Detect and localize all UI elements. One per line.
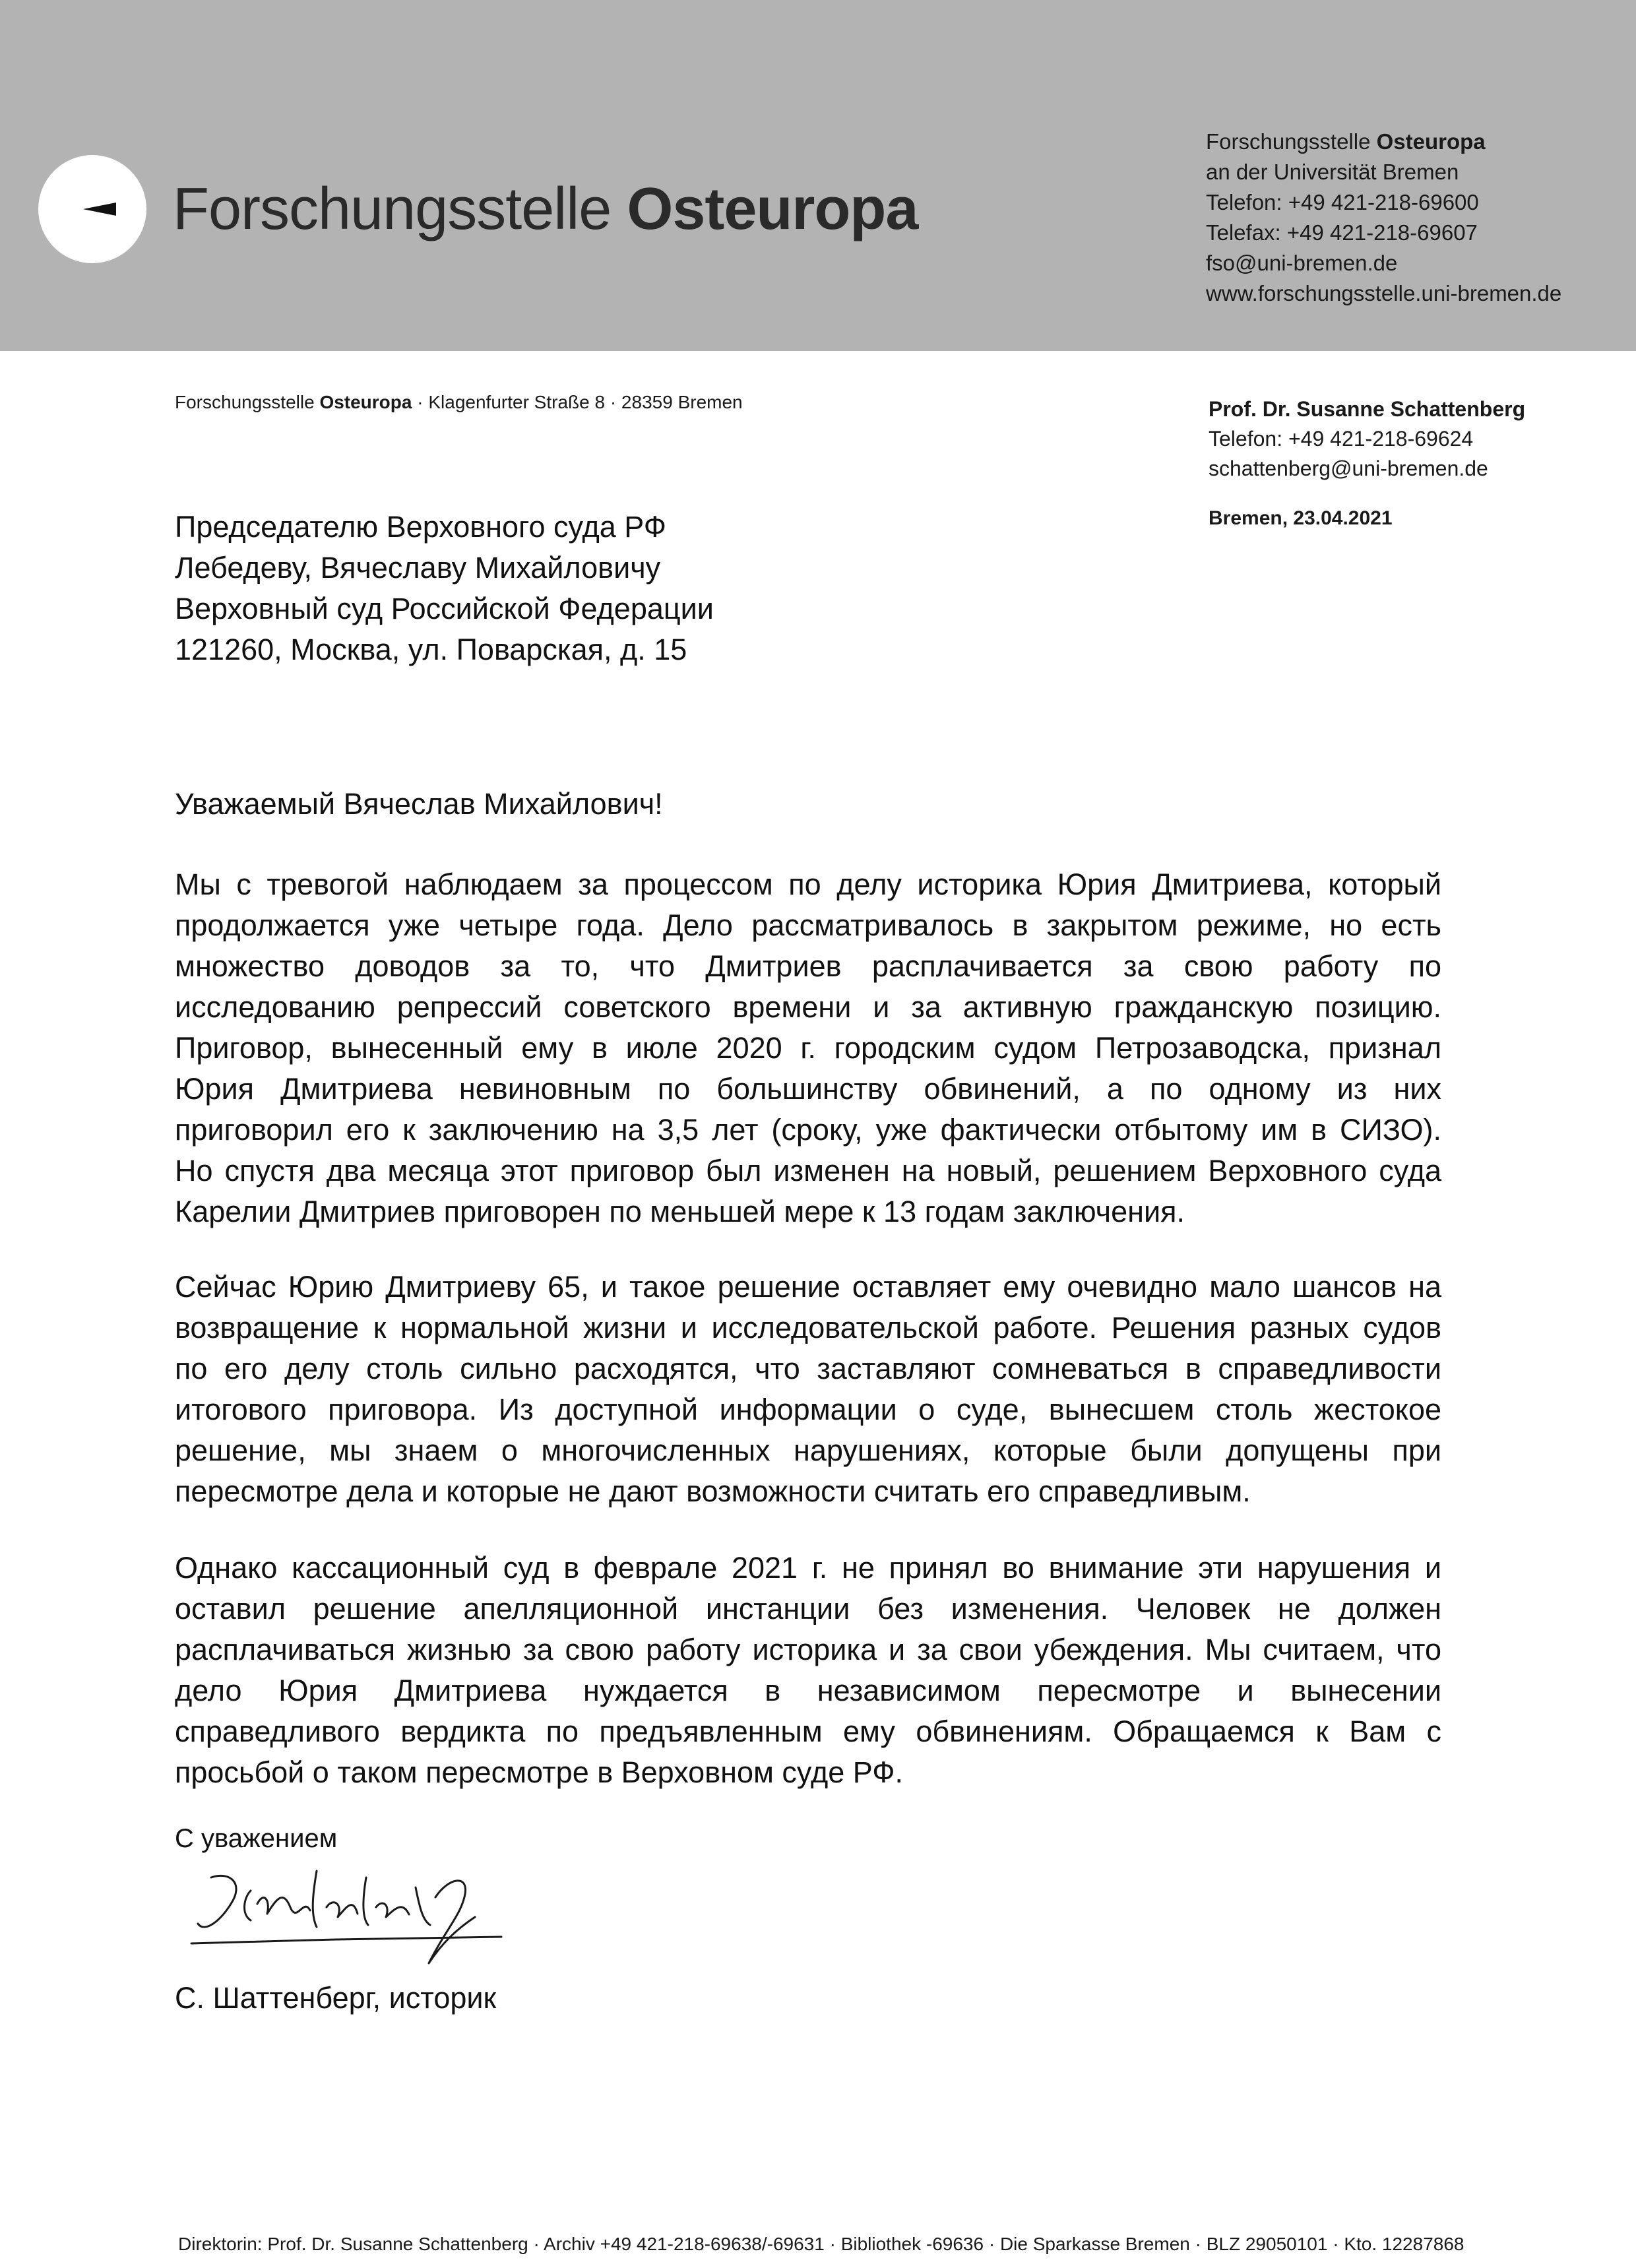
text-line: исследованию репрессий советского времени и за активную гражданскую позицию. (175, 990, 1441, 1024)
text-line: приговорил его к заключению на 3,5 лет (сроку, уже фактически отбытому им в СИЗО). (175, 1113, 1441, 1147)
text-line: дело Юрия Дмитриева нуждается в независимом пересмотре и вынесении (175, 1674, 1441, 1707)
text-line: Но спустя два месяца этот приговор был изменен на новый, решением Верховного суда (175, 1154, 1441, 1187)
contact-email: fso@uni-bremen.de (1206, 251, 1398, 275)
text-line: продолжается уже четыре года. Дело рассматривалось в закрытом режиме, но есть (175, 908, 1441, 942)
contact-phone: Telefon: +49 421-218-69600 (1206, 190, 1479, 214)
logo-light: Forschungsstelle (173, 176, 612, 242)
text-line: оставил решение апелляционной инстанции без изменения. Человек не должен (175, 1592, 1441, 1625)
contact-fax: Telefax: +49 421-218-69607 (1206, 220, 1478, 245)
text-line: справедливого вердикта по предъявленным ему обвинениям. Обращаемся к Вам с (175, 1715, 1441, 1748)
body-paragraph-2 (175, 1267, 1441, 1512)
signer-name: С. Шаттенберг, историк (175, 1981, 497, 2015)
text-line: итогового приговора. Из доступной информации о суде, вынесшем столь жестокое (175, 1393, 1441, 1426)
contact-website: www.forschungsstelle.uni-bremen.de (1206, 281, 1562, 305)
logo-bold: Osteuropa (627, 176, 918, 242)
contact-bold: Osteuropa (1376, 129, 1486, 154)
sender-address (175, 391, 743, 414)
text-line: просьбой о таком пересмотре в Верховном суде РФ. (175, 1755, 903, 1789)
institute-contact (1206, 127, 1561, 309)
recipient-line: Председателю Верховного суда РФ (175, 510, 666, 544)
text-line: возвращение к нормальной жизни и исследовательской работе. Решения разных судов (175, 1311, 1441, 1344)
text-line: Однако кассационный суд в феврале 2021 г. не принял во внимание эти нарушения и (175, 1551, 1441, 1585)
contact-text: Forschungsstelle (1206, 129, 1377, 154)
logo-circle-icon (38, 155, 146, 263)
author-phone: Telefon: +49 421-218-69624 (1209, 427, 1474, 451)
text-line: Карелии Дмитриев приговорен по меньшей мере к 13 годам заключения. (175, 1195, 1185, 1228)
text-line: Мы с тревогой наблюдаем за процессом по делу историка Юрия Дмитриева, который (175, 867, 1441, 901)
text-line: пересмотре дела и которые не дают возможности считать его справедливым. (175, 1474, 1251, 1508)
sender-suffix: · Klagenfurter Straße 8 · 28359 Bremen (412, 392, 743, 412)
author-email: schattenberg@uni-bremen.de (1209, 457, 1488, 480)
text-line: Юрия Дмитриева невиновным по большинству обвинений, а по одному из них (175, 1072, 1441, 1106)
contact-line (1206, 218, 1561, 248)
sender-prefix: Forschungsstelle (175, 392, 320, 412)
contact-text: an der Universität Bremen (1206, 160, 1459, 184)
recipient-line: Верховный суд Российской Федерации (175, 592, 714, 625)
text-line: множество доводов за то, что Дмитриев расплачивается за свою работу по (175, 949, 1441, 983)
contact-line (1206, 127, 1561, 157)
body-paragraph-3 (175, 1548, 1441, 1793)
letter-date: Bremen, 23.04.2021 (1209, 507, 1393, 529)
contact-line (1206, 157, 1561, 187)
letterhead-band (0, 0, 1636, 351)
recipient-line: 121260, Москва, ул. Поварская, д. 15 (175, 633, 687, 666)
text-line: Сейчас Юрию Дмитриеву 65, и такое решение оставляет ему очевидно мало шансов на (175, 1270, 1441, 1304)
recipient-line: Лебедеву, Вячеславу Михайловичу (175, 551, 661, 584)
logo-wordmark (173, 173, 918, 245)
contact-line (1206, 278, 1561, 309)
author-name: Prof. Dr. Susanne Schattenberg (1209, 397, 1526, 421)
text-line: по его делу столь сильно расходятся, что заставляют сомневаться в справедливости (175, 1352, 1441, 1385)
salutation: Уважаемый Вячеслав Михайлович! (175, 787, 663, 821)
body-paragraph-1 (175, 864, 1441, 1232)
contact-line (1206, 248, 1561, 278)
sender-bold: Osteuropa (319, 392, 412, 412)
closing-phrase: С уважением (175, 1824, 338, 1853)
text-line: Приговор, вынесенный ему в июле 2020 г. городским судом Петрозаводска, признал (175, 1031, 1441, 1065)
footer-bank-details: Direktorin: Prof. Dr. Susanne Schattenberg · Archiv +49 421-218-69638/-69631 · Bibliothek -69636 · Die Sparkasse Bremen · BLZ 29050101 · Kto. 12287868 (178, 2234, 1464, 2254)
text-line: расплачиваться жизнью за свою работу историка и за свои убеждения. Мы считаем, что (175, 1633, 1441, 1666)
contact-line (1206, 187, 1561, 218)
author-block (1209, 394, 1525, 484)
text-line: решение, мы знаем о многочисленных нарушениях, которые были допущены при (175, 1433, 1441, 1467)
recipient-address (175, 507, 714, 670)
signature-image (185, 1851, 515, 1976)
